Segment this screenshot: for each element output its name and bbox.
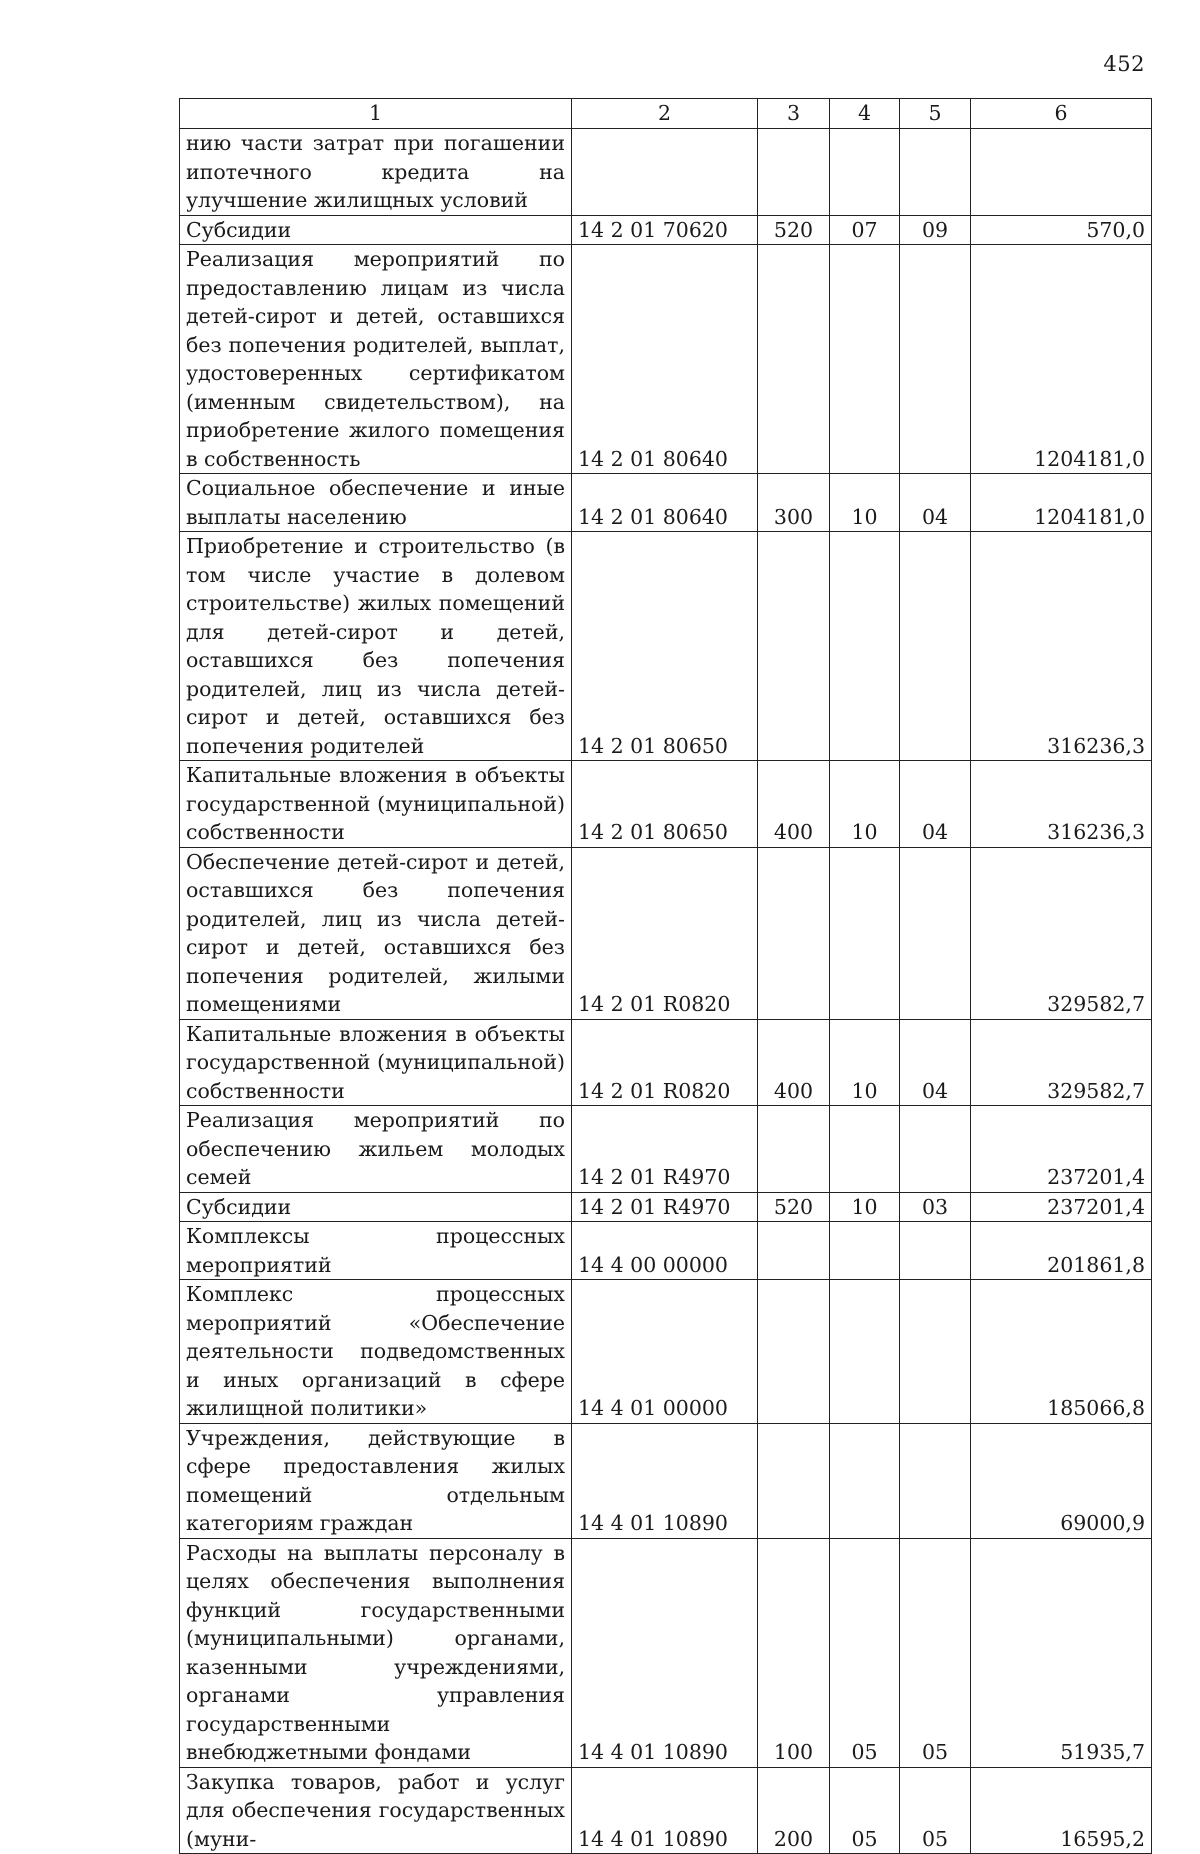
row-amount: 316236,3: [971, 532, 1152, 761]
row-section: 10: [830, 761, 900, 848]
row-code: 14 2 01 R0820: [572, 1019, 758, 1106]
col-header-6: 6: [971, 99, 1152, 129]
row-subsection: 09: [900, 215, 971, 245]
row-subsection: 04: [900, 761, 971, 848]
row-type: 200: [758, 1767, 830, 1854]
row-code: 14 4 00 00000: [572, 1222, 758, 1280]
row-name: Учреждения, действующие в сфере предоставления жилых помещений отдельным категориям граждан: [180, 1423, 572, 1538]
row-name: Социальное обеспечение и иные выплаты населению: [180, 474, 572, 532]
row-type: [758, 1106, 830, 1193]
table-row: [180, 245, 1152, 474]
row-code: 14 2 01 80650: [572, 532, 758, 761]
table-row: [180, 129, 1152, 216]
table-row: [180, 761, 1152, 848]
row-amount: 316236,3: [971, 761, 1152, 848]
row-subsection: [900, 1106, 971, 1193]
col-header-1: 1: [180, 99, 572, 129]
row-code: 14 4 01 10890: [572, 1423, 758, 1538]
row-subsection: [900, 847, 971, 1019]
row-type: [758, 1423, 830, 1538]
row-code: 14 2 01 80640: [572, 474, 758, 532]
row-type: [758, 245, 830, 474]
row-amount: 237201,4: [971, 1106, 1152, 1193]
row-section: [830, 245, 900, 474]
row-name: нию части затрат при погашении ипотечного кредита на улучшение жилищных условий: [180, 129, 572, 216]
row-subsection: [900, 1280, 971, 1424]
page-number: 452: [1103, 52, 1145, 76]
row-subsection: 05: [900, 1538, 971, 1767]
row-subsection: [900, 129, 971, 216]
table-row: [180, 1192, 1152, 1222]
row-name: Субсидии: [180, 215, 572, 245]
row-name: Закупка товаров, работ и услуг для обеспечения государственных (муни-: [180, 1767, 572, 1854]
table-row: [180, 532, 1152, 761]
row-type: [758, 847, 830, 1019]
row-type: 400: [758, 1019, 830, 1106]
row-subsection: [900, 1222, 971, 1280]
row-name: Приобретение и строительство (в том числе участие в долевом строительстве) жилых помещений для детей-сирот и детей, оставшихся без попечения родителей, лиц из числа детей-сирот и детей, оставшихся без попечения родителей: [180, 532, 572, 761]
table-row: [180, 215, 1152, 245]
row-subsection: [900, 1423, 971, 1538]
row-section: 10: [830, 474, 900, 532]
row-name: Расходы на выплаты персоналу в целях обеспечения выполнения функций государственными (муниципальными) органами, казенными учреждениями, органами управления государственными внебюджетными фондами: [180, 1538, 572, 1767]
row-type: [758, 1222, 830, 1280]
row-name: Комплекс процессных мероприятий «Обеспечение деятельности подведомственных и иных организаций в сфере жилищной политики»: [180, 1280, 572, 1424]
row-type: 520: [758, 1192, 830, 1222]
table-row: [180, 1423, 1152, 1538]
table-row: [180, 474, 1152, 532]
row-code: 14 4 01 10890: [572, 1767, 758, 1854]
header-row: [180, 99, 1152, 129]
row-type: [758, 129, 830, 216]
row-name: Реализация мероприятий по обеспечению жильем молодых семей: [180, 1106, 572, 1193]
row-subsection: 04: [900, 474, 971, 532]
row-subsection: [900, 245, 971, 474]
row-section: [830, 532, 900, 761]
row-amount: 329582,7: [971, 1019, 1152, 1106]
row-type: 300: [758, 474, 830, 532]
row-section: 07: [830, 215, 900, 245]
row-code: 14 2 01 R4970: [572, 1106, 758, 1193]
row-section: [830, 1222, 900, 1280]
row-amount: 201861,8: [971, 1222, 1152, 1280]
row-section: 05: [830, 1538, 900, 1767]
row-name: Субсидии: [180, 1192, 572, 1222]
table-row: [180, 847, 1152, 1019]
row-name: Комплексы процессных мероприятий: [180, 1222, 572, 1280]
row-subsection: 03: [900, 1192, 971, 1222]
row-subsection: 05: [900, 1767, 971, 1854]
row-type: 100: [758, 1538, 830, 1767]
table-row: [180, 1280, 1152, 1424]
row-name: Реализация мероприятий по предоставлению лицам из числа детей-сирот и детей, оставшихся без попечения родителей, выплат, удостоверенных сертификатом (именным свидетельством), на приобретение жилого помещения в собственность: [180, 245, 572, 474]
row-name: Капитальные вложения в объекты государственной (муниципальной) собственности: [180, 1019, 572, 1106]
row-type: [758, 1280, 830, 1424]
row-section: [830, 1280, 900, 1424]
budget-table: [179, 98, 1152, 1854]
row-code: 14 2 01 80650: [572, 761, 758, 848]
row-subsection: 04: [900, 1019, 971, 1106]
row-code: 14 4 01 10890: [572, 1538, 758, 1767]
table-row: [180, 1222, 1152, 1280]
row-section: [830, 129, 900, 216]
row-amount: 237201,4: [971, 1192, 1152, 1222]
row-code: 14 2 01 80640: [572, 245, 758, 474]
table-row: [180, 1767, 1152, 1854]
table-body: [180, 129, 1152, 1854]
row-section: 10: [830, 1192, 900, 1222]
row-name: Обеспечение детей-сирот и детей, оставшихся без попечения родителей, лиц из числа детей-сирот и детей, оставшихся без попечения родителей, жилыми помещениями: [180, 847, 572, 1019]
row-section: [830, 1106, 900, 1193]
table-row: [180, 1106, 1152, 1193]
col-header-3: 3: [758, 99, 830, 129]
row-amount: 1204181,0: [971, 474, 1152, 532]
row-amount: 570,0: [971, 215, 1152, 245]
row-section: 10: [830, 1019, 900, 1106]
row-code: 14 4 01 00000: [572, 1280, 758, 1424]
row-section: [830, 1423, 900, 1538]
row-section: [830, 847, 900, 1019]
col-header-5: 5: [900, 99, 971, 129]
row-type: 520: [758, 215, 830, 245]
row-type: 400: [758, 761, 830, 848]
row-code: 14 2 01 R4970: [572, 1192, 758, 1222]
col-header-2: 2: [572, 99, 758, 129]
table-row: [180, 1538, 1152, 1767]
row-code: 14 2 01 70620: [572, 215, 758, 245]
row-amount: [971, 129, 1152, 216]
row-amount: 1204181,0: [971, 245, 1152, 474]
row-amount: 329582,7: [971, 847, 1152, 1019]
row-code: [572, 129, 758, 216]
row-amount: 69000,9: [971, 1423, 1152, 1538]
table-row: [180, 1019, 1152, 1106]
row-code: 14 2 01 R0820: [572, 847, 758, 1019]
row-name: Капитальные вложения в объекты государственной (муниципальной) собственности: [180, 761, 572, 848]
row-amount: 16595,2: [971, 1767, 1152, 1854]
row-amount: 185066,8: [971, 1280, 1152, 1424]
col-header-4: 4: [830, 99, 900, 129]
row-type: [758, 532, 830, 761]
row-subsection: [900, 532, 971, 761]
row-section: 05: [830, 1767, 900, 1854]
row-amount: 51935,7: [971, 1538, 1152, 1767]
